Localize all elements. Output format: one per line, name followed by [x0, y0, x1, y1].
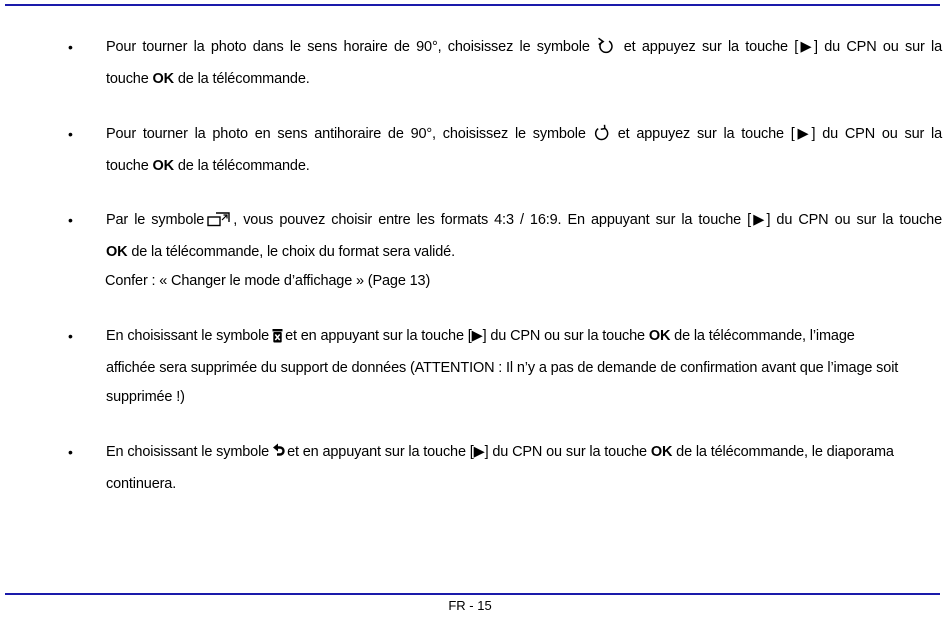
- aspect-ratio-icon: [207, 209, 231, 238]
- text-line: touche OK de la télécommande.: [106, 158, 310, 174]
- text-line: supprimée !): [106, 389, 185, 405]
- bullet-dot: •: [68, 444, 73, 460]
- text-line: En choisissant le symbole et en appuyant sur la touche [▶] du CPN ou sur la touche OK de la télécommande, l’image: [106, 322, 942, 354]
- ok-key-label: OK: [648, 328, 671, 344]
- bottom-rule: [5, 593, 940, 595]
- text-line: OK de la télécommande, le choix du format sera validé.: [106, 244, 455, 260]
- bullet-dot: •: [68, 212, 73, 228]
- text-line: affichée sera supprimée du support de données (ATTENTION : Il n’y a pas de demande de confirmation avant que l’image soit: [106, 360, 899, 376]
- rotate-counterclockwise-icon: [592, 123, 612, 152]
- text-line: Pour tourner la photo en sens antihoraire de 90°, choisissez le symbole et appuyez sur la touche [▶] du CPN ou sur la: [106, 120, 942, 152]
- return-arrow-icon: [272, 441, 285, 470]
- ok-key-label: OK: [152, 71, 174, 87]
- page-number: FR - 15: [448, 598, 492, 613]
- text-line: Pour tourner la photo dans le sens horaire de 90°, choisissez le symbole et appuyez sur la touche [▶] du CPN ou sur la: [106, 33, 942, 65]
- trash-icon: [272, 325, 283, 354]
- list-item-rotate-counterclockwise: [68, 120, 943, 181]
- text-line: touche OK de la télécommande.: [106, 71, 310, 87]
- text-line: En choisissant le symbole et en appuyant sur la touche [▶] du CPN ou sur la touche OK de la télécommande, le diaporama: [106, 438, 942, 470]
- list-item-delete: [68, 322, 942, 412]
- text-line: continuera.: [106, 476, 177, 492]
- reference-line: Confer : « Changer le mode d’affichage » (Page 13): [105, 273, 431, 289]
- ok-key-label: OK: [650, 444, 673, 460]
- bullet-dot: •: [68, 328, 73, 344]
- bullet-dot: •: [68, 39, 73, 55]
- text-line: Par le symbole , vous pouvez choisir entre les formats 4:3 / 16:9. En appuyant sur la touche [▶] du CPN ou sur la touche: [106, 206, 942, 238]
- bullet-dot: •: [68, 126, 73, 142]
- ok-key-label: OK: [152, 158, 174, 174]
- list-item-continue-slideshow: [68, 438, 942, 499]
- top-rule: [5, 4, 940, 6]
- list-item-aspect-ratio: [68, 206, 942, 296]
- ok-key-label: OK: [106, 244, 128, 260]
- rotate-clockwise-icon: [596, 36, 618, 65]
- list-item-rotate-clockwise: [68, 33, 942, 94]
